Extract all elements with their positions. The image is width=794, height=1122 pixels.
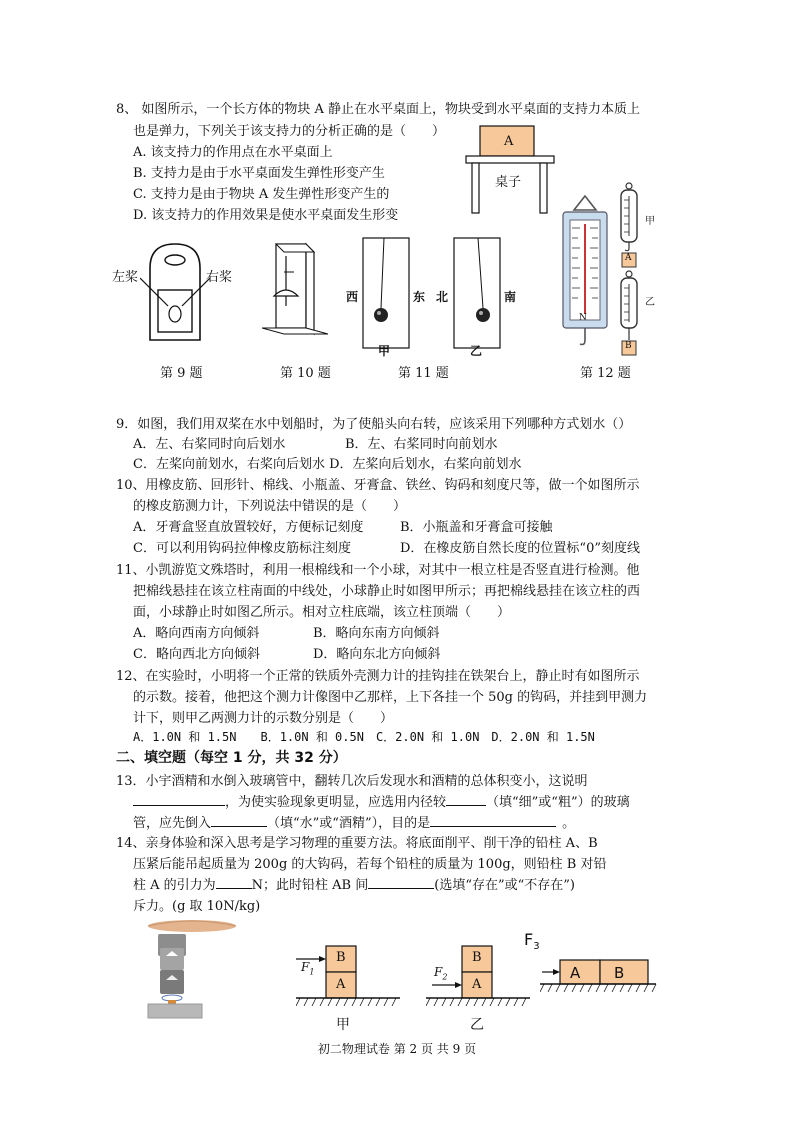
q9-option-a: A．左、右桨同时向后划水 [133, 437, 286, 452]
q14-yi-block-a: A [472, 977, 482, 992]
q11-west-label: 西 [346, 290, 359, 304]
q11-option-b: B．略向东南方向倾斜 [313, 626, 440, 641]
q13-blank-4[interactable] [430, 814, 556, 827]
q14-blank-2[interactable] [368, 876, 434, 889]
q14-f3-label: $F_3$ [524, 930, 540, 953]
q13-line2 [133, 791, 630, 810]
q14-line1: 14、亲身体验和深入思考是学习物理的重要方法。将底面削平、削干净的铅柱 A、B [116, 836, 598, 851]
q12-stem-line3: 计下，则甲乙两测力计的示数分别是（ ） [133, 711, 394, 726]
q14-line3 [133, 874, 575, 893]
q11-south-label: 南 [504, 290, 517, 304]
q9-right-oar-label: 右桨 [206, 270, 233, 285]
q9-boat-figure [140, 240, 210, 348]
q9-option-cd: C．左桨向前划水，右桨向后划水 D．左桨向后划水，右桨向前划水 [133, 457, 522, 472]
q11-stem-line2: 把棉线悬挂在该立柱南面的中线处，小球静止时如图甲所示；再把棉线悬挂在该立柱的西 [133, 584, 641, 599]
q11-pillar-yi [452, 236, 502, 350]
lead-cylinders-photo [142, 918, 238, 1024]
q11-yi-label: 乙 [470, 344, 483, 358]
q14-f1-label: $F_1$ [301, 960, 315, 977]
q12-spring-scale-jia [618, 182, 640, 252]
q10-option-c: C．可以利用钩码拉伸橡皮筋标注刻度 [133, 541, 351, 556]
q8-stem-line1: 8、 如图所示，一个长方体的物块 A 静止在水平桌面上，物块受到水平桌面的支持力本质上 [116, 102, 641, 117]
q8-option-a: A. 该支持力的作用点在水平桌面上 [133, 145, 333, 160]
q14-blank-1[interactable] [216, 876, 252, 889]
q10-option-a: A．牙膏盒竖直放置较好，方便标记刻度 [133, 520, 364, 535]
q11-north-label: 北 [436, 290, 449, 304]
q10-option-b: B．小瓶盖和牙膏盒可接触 [400, 520, 553, 535]
q9-option-b: B．左、右桨同时向前划水 [345, 437, 498, 452]
q10-stem-line1: 10、用橡皮筋、回形针、棉线、小瓶盖、牙膏盒、铁丝、钩码和刻度尺等，做一个如图所示 [116, 478, 640, 493]
q9-left-oar-label: 左桨 [112, 270, 139, 285]
q11-stem-line1: 11、小凯游览文殊塔时，利用一根棉线和一个小球，对其中一根立柱是否竖直进行检测。他 [116, 563, 640, 578]
section-2-heading: 二、填空题（每空 1 分，共 32 分） [116, 750, 347, 766]
q14-yi-caption: 乙 [470, 1017, 484, 1033]
q11-option-d: D．略向东北方向倾斜 [313, 647, 441, 662]
q14-text-3b: N；此时铅柱 AB 间 [251, 878, 369, 893]
q13-text-3b: （填“水”或“酒精”），目的是 [267, 816, 431, 831]
q11-option-a: A．略向西南方向倾斜 [133, 626, 260, 641]
q13-line3 [133, 812, 575, 831]
q14-text-3a: 柱 A 的引力为 [133, 878, 216, 893]
q8-option-c: C. 支持力是由于物块 A 发生弹性形变产生的 [133, 187, 390, 202]
q13-text-3c: 。 [562, 816, 576, 831]
q13-blank-2[interactable] [446, 793, 486, 806]
q12-jia-label: 甲 [645, 216, 655, 227]
q11-option-c: C．略向西北方向倾斜 [133, 647, 260, 662]
q14-f3-block-a: A [570, 964, 581, 982]
q8-table-label: 桌子 [495, 175, 522, 190]
q11-pillar-jia [361, 236, 411, 350]
q12-weight-a-label: A [625, 253, 632, 263]
q13-text-2b: （填“细”或“粗”）的玻璃 [486, 795, 630, 810]
q12-spring-scale-large [560, 194, 610, 350]
page-footer: 初二物理试卷 第 2 页 共 9 页 [317, 1042, 477, 1056]
q10-meter-figure [262, 240, 334, 340]
q12-spring-scale-yi [618, 270, 640, 340]
q9-stem: 9．如图，我们用双桨在水中划船时，为了使船头向右转，应该采用下列哪种方式划水（） [116, 417, 632, 432]
q8-stem-line2: 也是弹力，下列关于该支持力的分析正确的是（ ） [133, 124, 446, 139]
q10-caption: 第 10 题 [280, 366, 331, 381]
q9-caption: 第 9 题 [160, 366, 203, 381]
q8-block-label: A [504, 134, 514, 149]
q11-stem-line3: 面，小球静止时如图乙所示。相对立柱底端，该立柱顶端（ ） [133, 605, 511, 620]
q11-caption: 第 11 题 [398, 366, 449, 381]
q14-text-3c: (选填“存在”或“不存在”) [434, 878, 575, 893]
q14-diagram-f3 [540, 956, 658, 1000]
q14-yi-block-b: B [472, 950, 482, 965]
q8-option-d: D. 该支持力的作用效果是使水平桌面发生形变 [133, 208, 399, 223]
q12-caption: 第 12 题 [580, 366, 631, 381]
q14-f2-label: $F_2$ [434, 965, 448, 982]
q10-option-d: D．在橡皮筋自然长度的位置标“0”刻度线 [400, 541, 640, 556]
q11-east-label: 东 [413, 290, 426, 304]
q14-jia-block-a: A [336, 977, 346, 992]
q12-weight-b-label: B [625, 341, 632, 351]
q12-stem-line2: 的示数。接着，他把这个测力计像图中乙那样，上下各挂一个 50g 的钩码，并挂到甲测力 [133, 690, 648, 705]
q12-yi-label: 乙 [645, 297, 655, 308]
q13-blank-1[interactable] [133, 793, 225, 806]
q13-blank-3[interactable] [211, 814, 267, 827]
q14-line2: 压紧后能吊起质量为 200g 的大钩码，若每个铅柱的质量为 100g，则铅柱 B 对铅 [133, 857, 607, 872]
q14-diagram-jia [296, 944, 402, 1012]
q14-jia-caption: 甲 [336, 1017, 350, 1033]
q13-text-3a: 管，应先倒入 [133, 816, 212, 831]
q12-stem-line1: 12、在实验时，小明将一个正常的铁质外壳测力计的挂钩挂在铁架台上，静止时有如图所示 [116, 669, 640, 684]
q8-option-b: B. 支持力是由于水平桌面发生弹性形变产生 [133, 166, 385, 181]
q12-unit-label: N [579, 313, 587, 323]
q14-f3-block-b: B [614, 964, 625, 982]
q13-text-2a: ，为使实验现象更明显，应选用内径较 [225, 795, 447, 810]
q12-options: A．1.0N 和 1.5N B．1.0N 和 0.5N C．2.0N 和 1.0N D．2.0N 和 1.5N [133, 730, 595, 744]
q14-jia-block-b: B [336, 950, 346, 965]
q11-jia-label: 甲 [378, 344, 391, 358]
q14-line4: 斥力。(g 取 10N/kg) [133, 899, 261, 914]
q10-stem-line2: 的橡皮筋测力计，下列说法中错误的是（ ） [133, 499, 407, 514]
q13-line1: 13．小宇酒精和水倒入玻璃管中，翻转几次后发现水和酒精的总体积变小，这说明 [116, 774, 588, 789]
